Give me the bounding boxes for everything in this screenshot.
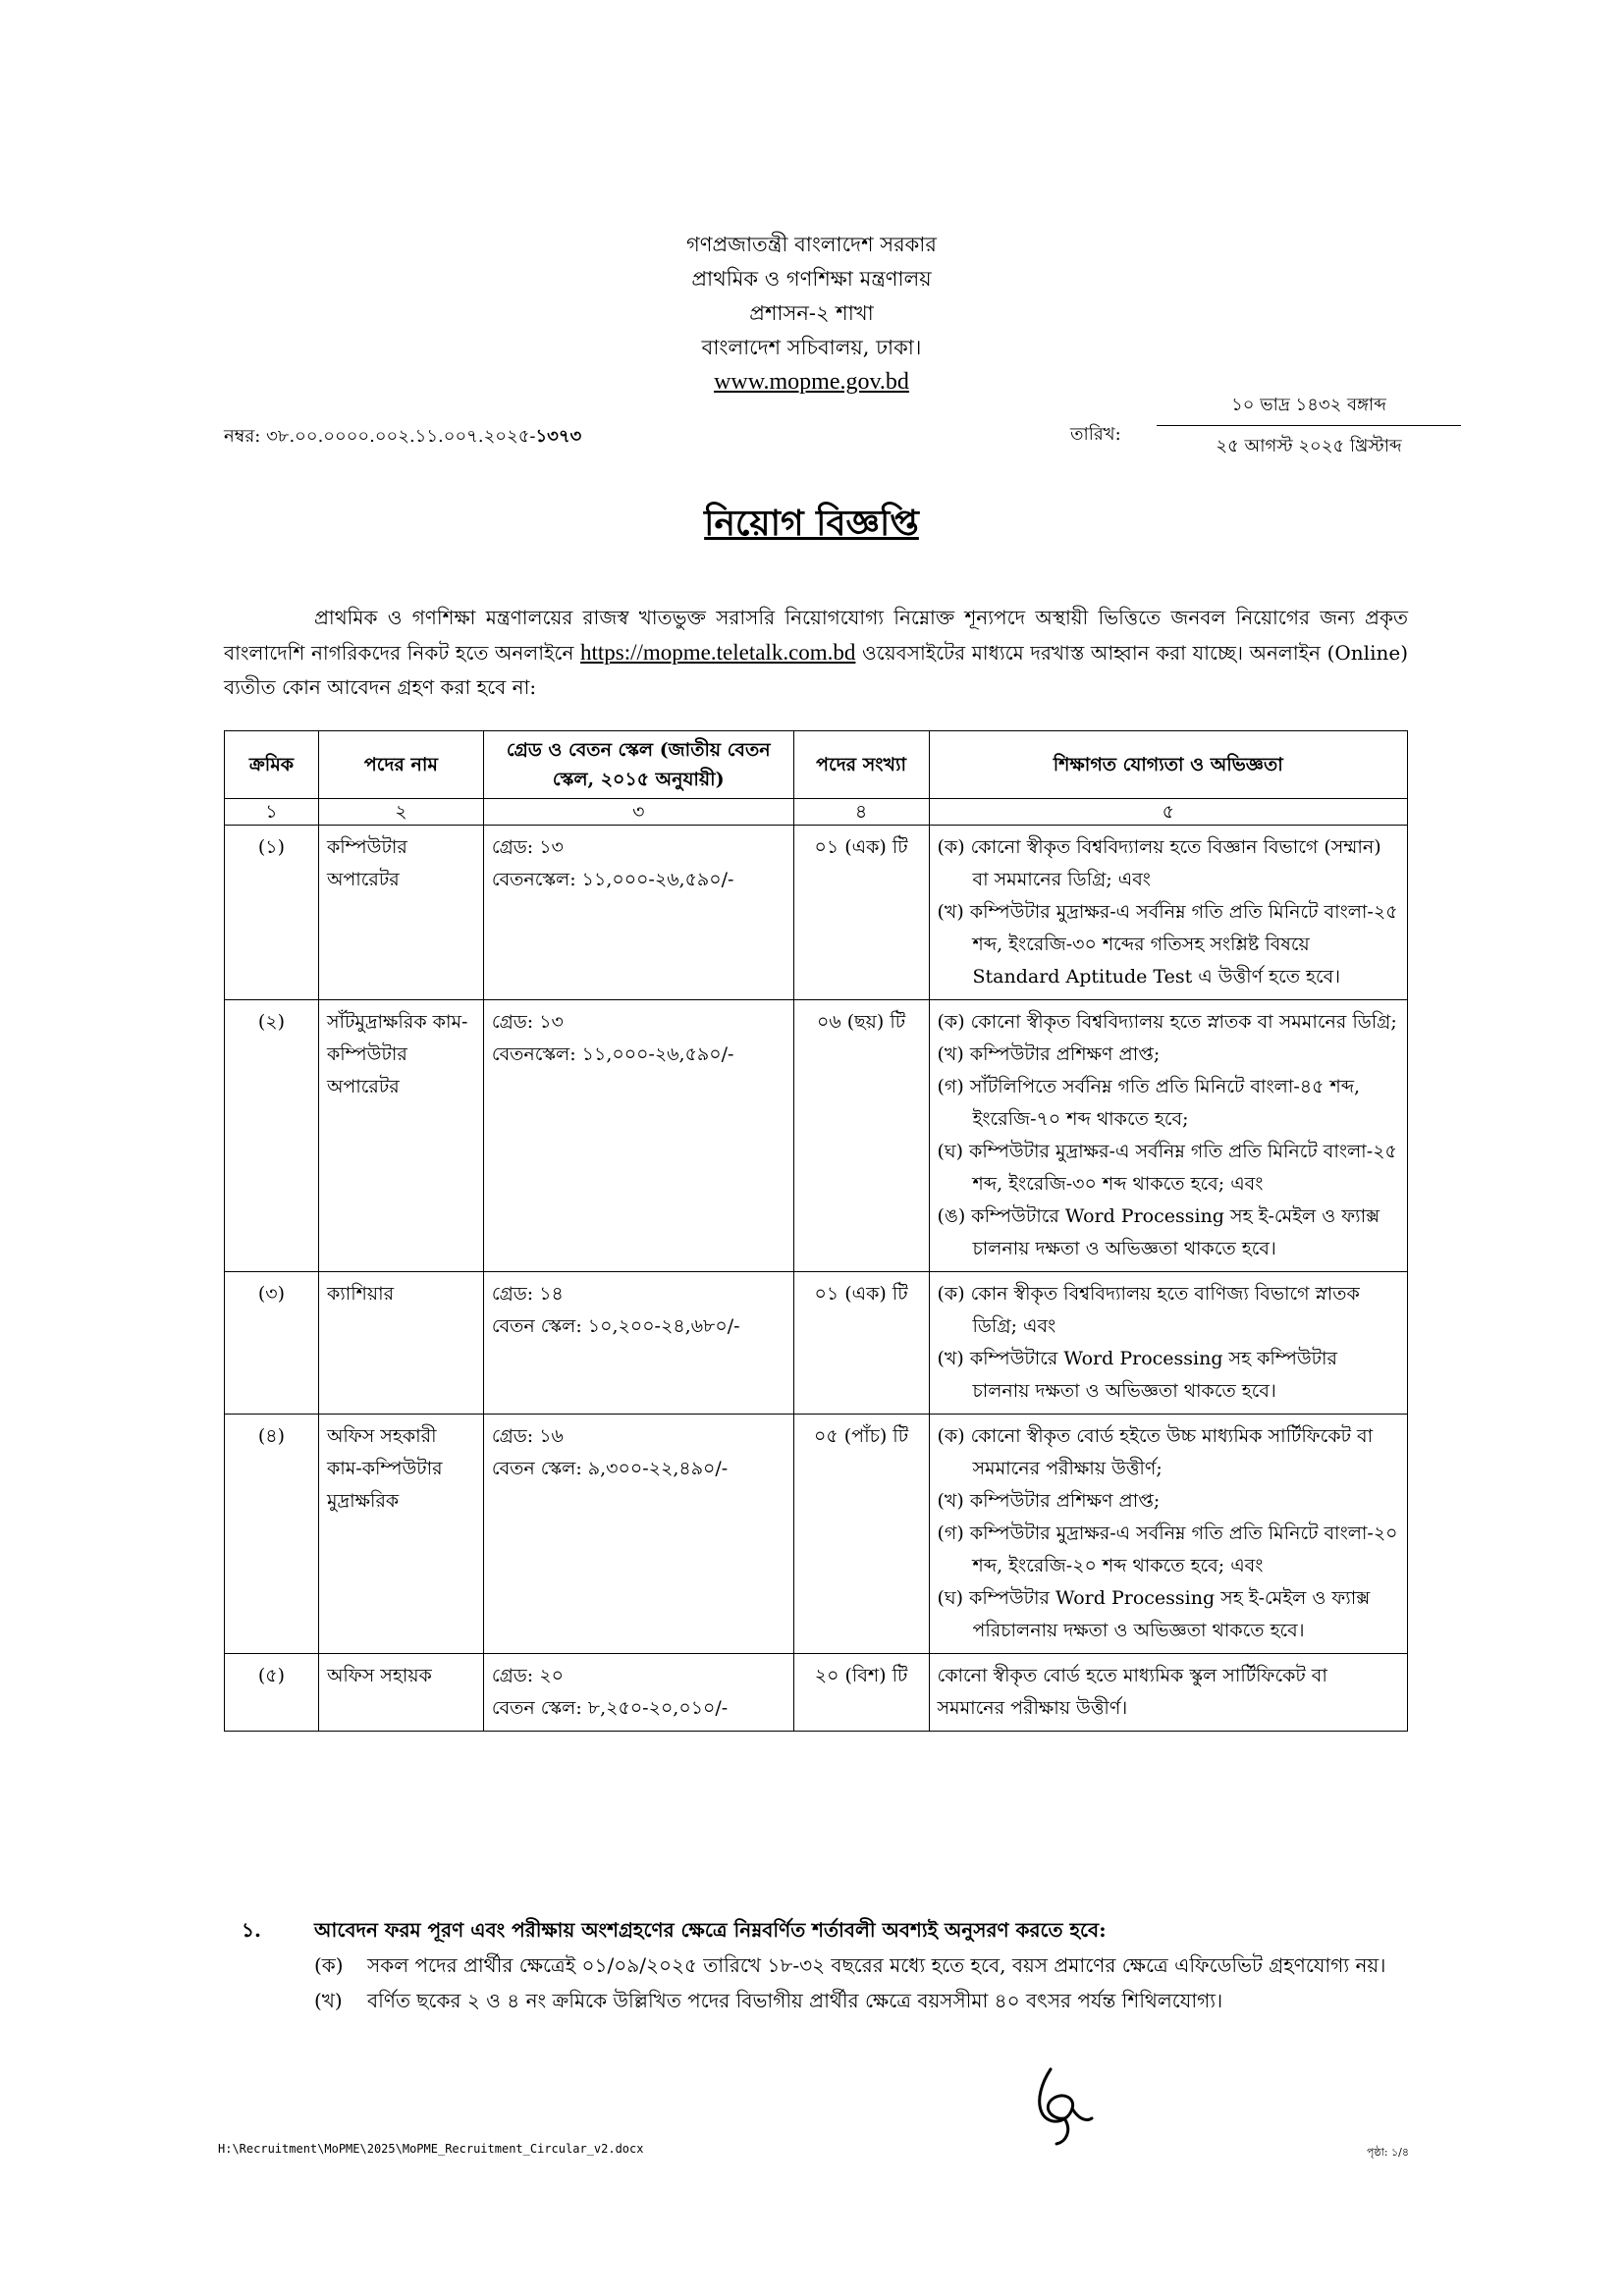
memo-number-suffix: ১৩৭৩ (535, 426, 582, 447)
ministry-name: প্রাথমিক ও গণশিক্ষা মন্ত্রণালয় (691, 267, 932, 291)
memo-number-value: ৩৮.০০.০০০০.০০২.১১.০০৭.২০২৫- (266, 426, 536, 447)
row-count: ০৫ (পাঁচ) টি (793, 1415, 929, 1654)
row-count: ০৬ (ছয়) টি (793, 1000, 929, 1272)
table-row (225, 1415, 1408, 1654)
date-gregorian: ২৫ আগস্ট ২০২৫ খ্রিস্টাব্দ (1216, 436, 1402, 456)
condition-item: (খ) বর্ণিত ছকের ২ ও ৪ নং ক্রমিকে উল্লিখিত পদের বিভাগীয় প্রার্থীর ক্ষেত্রে বয়সসীমা ৪০ বৎসর পর্যন্ত শিথিলযোগ্য। (314, 1989, 1223, 2012)
table-header-row (225, 731, 1408, 799)
page-number: পৃষ্ঠা: ১/৪ (1367, 2146, 1410, 2159)
row-grade: গ্রেড: ১৩ বেতনস্কেল: ১১,০০০-২৬,৫৯০/- (483, 1000, 793, 1272)
row-serial: (৩) (225, 1272, 319, 1415)
intro-paragraph: প্রাথমিক ও গণশিক্ষা মন্ত্রণালয়ের রাজস্ব খাতভুক্ত সরাসরি নিয়োগযোগ্য নিম্নোক্ত শূন্যপদে অস্থায়ী ভিত্তিতে জনবল নিয়োগের জন্য প্রকৃত বাংলাদেশি নাগরিকদের নিকট হতে অনলাইনে https://mopme.teletalk.com.bd ওয়েবসাইটের মাধ্যমে দরখাস্ত আহ্বান করা যাচ্ছে। অনলাইন (Online) ব্যতীত কোন আবেদন গ্রহণ করা হবে না: (224, 606, 1408, 699)
row-post: অফিস সহকারী কাম-কম্পিউটার মুদ্রাক্ষরিক (318, 1415, 483, 1654)
vacancy-table (224, 730, 1408, 1732)
row-count: ০১ (এক) টি (793, 826, 929, 1000)
table-row (225, 1272, 1408, 1415)
office-address: বাংলাদেশ সচিবালয়, ঢাকা। (701, 336, 922, 359)
row-grade: গ্রেড: ১৩ বেতনস্কেল: ১১,০০০-২৬,৫৯০/- (483, 826, 793, 1000)
row-qualification: (ক) কোন স্বীকৃত বিশ্ববিদ্যালয় হতে বাণিজ্য বিভাগে স্নাতক ডিগ্রি; এবং (খ) কম্পিউটারে Word Processing সহ কম্পিউটার চালনায় দক্ষতা ও অভিজ্ঞতা থাকতে হবে। (929, 1272, 1408, 1415)
header-qualification: শিক্ষাগত যোগ্যতা ও অভিজ্ঞতা (929, 731, 1408, 799)
row-grade: গ্রেড: ১৬ বেতন স্কেল: ৯,৩০০-২২,৪৯০/- (483, 1415, 793, 1654)
table-row (225, 826, 1408, 1000)
file-path-footer: H:\Recruitment\MoPME\2025\MoPME_Recruitment_Circular_v2.docx (218, 2142, 644, 2156)
row-count: ২০ (বিশ) টি (793, 1654, 929, 1732)
memo-number: নম্বর: ৩৮.০০.০০০০.০০২.১১.০০৭.২০২৫-১৩৭৩ (224, 426, 582, 447)
header-serial: ক্রমিক (225, 731, 319, 799)
date-label: তারিখ: (1070, 424, 1121, 445)
row-post: সাঁটমুদ্রাক্ষরিক কাম-কম্পিউটার অপারেটর (318, 1000, 483, 1272)
page-title: নিয়োগ বিজ্ঞপ্তি (704, 503, 919, 544)
row-count: ০১ (এক) টি (793, 1272, 929, 1415)
row-qualification: কোনো স্বীকৃত বোর্ড হতে মাধ্যমিক স্কুল সার্টিফিকেট বা সমমানের পরীক্ষায় উত্তীর্ণ। (929, 1654, 1408, 1732)
row-post: কম্পিউটার অপারেটর (318, 826, 483, 1000)
govt-name: গণপ্রজাতন্ত্রী বাংলাদেশ সরকার (686, 233, 937, 256)
row-grade: গ্রেড: ১৪ বেতন স্কেল: ১০,২০০-২৪,৬৮০/- (483, 1272, 793, 1415)
condition-item: (ক) সকল পদের প্রার্থীর ক্ষেত্রেই ০১/০৯/২০২৫ তারিখে ১৮-৩২ বছরের মধ্যে হতে হবে, বয়স প্রমাণের ক্ষেত্রে এফিডেভিট গ্রহণযোগ্য নয়। (314, 1953, 1386, 1977)
condition-heading: ১. আবেদন ফরম পূরণ এবং পরীক্ষায় অংশগ্রহণের ক্ষেত্রে নিম্নবর্ণিত শর্তাবলী অবশ্যই অনুসরণ করতে হবে: (242, 1918, 1107, 1942)
row-serial: (১) (225, 826, 319, 1000)
ministry-website-link[interactable]: www.mopme.gov.bd (714, 369, 909, 395)
row-qualification: (ক) কোনো স্বীকৃত বিশ্ববিদ্যালয় হতে বিজ্ঞান বিভাগে (সম্মান) বা সমমানের ডিগ্রি; এবং (খ) কম্পিউটার মুদ্রাক্ষর-এ সর্বনিম্ন গতি প্রতি মিনিটে বাংলা-২৫ শব্দ, ইংরেজি-৩০ শব্দের গতিসহ সংশ্লিষ্ট বিষয়ে Standard Aptitude Test এ উত্তীর্ণ হতে হবে। (929, 826, 1408, 1000)
table-row (225, 1000, 1408, 1272)
branch-name: প্রশাসন-২ শাখা (749, 301, 874, 325)
conditions-section (242, 1912, 1410, 2018)
header-post: পদের নাম (318, 731, 483, 799)
row-serial: (৫) (225, 1654, 319, 1732)
column-number-row: ১ ২ ৩ ৪ ৫ (225, 799, 1408, 826)
header-count: পদের সংখ্যা (793, 731, 929, 799)
letterhead (0, 228, 1623, 400)
row-serial: (২) (225, 1000, 319, 1272)
row-serial: (৪) (225, 1415, 319, 1654)
application-url-link[interactable]: https://mopme.teletalk.com.bd (580, 640, 856, 665)
date-bangla: ১০ ভাদ্র ১৪৩২ বঙ্গাব্দ (1157, 391, 1461, 426)
table-row (225, 1654, 1408, 1732)
row-grade: গ্রেড: ২০ বেতন স্কেল: ৮,২৫০-২০,০১০/- (483, 1654, 793, 1732)
row-qualification: (ক) কোনো স্বীকৃত বোর্ড হইতে উচ্চ মাধ্যমিক সার্টিফিকেট বা সমমানের পরীক্ষায় উত্তীর্ণ; (খ) কম্পিউটার প্রশিক্ষণ প্রাপ্ত; (গ) কম্পিউটার মুদ্রাক্ষর-এ সর্বনিম্ন গতি প্রতি মিনিটে বাংলা-২০ শব্দ, ইংরেজি-২০ শব্দ থাকতে হবে; এবং (ঘ) কম্পিউটার Word Processing সহ ই-মেইল ও ফ্যাক্স পরিচালনায় দক্ষতা ও অভিজ্ঞতা থাকতে হবে। (929, 1415, 1408, 1654)
row-post: অফিস সহায়ক (318, 1654, 483, 1732)
signature-mark (1021, 2061, 1100, 2150)
header-grade: গ্রেড ও বেতন স্কেল (জাতীয় বেতন স্কেল, ২০১৫ অনুযায়ী) (483, 731, 793, 799)
row-qualification: (ক) কোনো স্বীকৃত বিশ্ববিদ্যালয় হতে স্নাতক বা সমমানের ডিগ্রি; (খ) কম্পিউটার প্রশিক্ষণ প্রাপ্ত; (গ) সাঁটলিপিতে সর্বনিম্ন গতি প্রতি মিনিটে বাংলা-৪৫ শব্দ, ইংরেজি-৭০ শব্দ থাকতে হবে; (ঘ) কম্পিউটার মুদ্রাক্ষর-এ সর্বনিম্ন গতি প্রতি মিনিটে বাংলা-২৫ শব্দ, ইংরেজি-৩০ শব্দ থাকতে হবে; এবং (ঙ) কম্পিউটারে Word Processing সহ ই-মেইল ও ফ্যাক্স চালনায় দক্ষতা ও অভিজ্ঞতা থাকতে হবে। (929, 1000, 1408, 1272)
row-post: ক্যাশিয়ার (318, 1272, 483, 1415)
